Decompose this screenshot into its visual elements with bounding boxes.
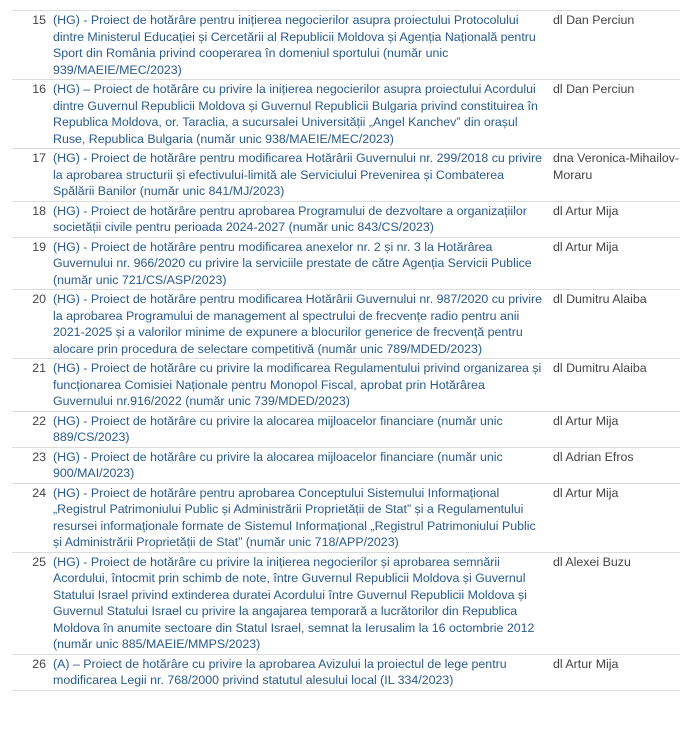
item-number: 22 xyxy=(12,411,48,447)
item-speaker: dl Dan Perciun xyxy=(547,11,680,80)
item-number: 25 xyxy=(12,552,48,654)
item-speaker: dl Artur Mija xyxy=(547,483,680,552)
item-description-cell xyxy=(48,290,547,359)
item-description-link[interactable]: (HG) - Proiect de hotărâre pentru aprobarea Programului de dezvoltare a organizațiilor societății civile pentru perioada 2024-2027 (număr unic 843/CS/2023) xyxy=(53,203,527,234)
item-number: 17 xyxy=(12,149,48,202)
item-description-cell xyxy=(48,237,547,290)
item-number: 23 xyxy=(12,447,48,483)
item-speaker: dl Artur Mija xyxy=(547,411,680,447)
item-description-cell xyxy=(48,483,547,552)
item-speaker: dl Artur Mija xyxy=(547,654,680,690)
item-number: 21 xyxy=(12,359,48,412)
item-description-link[interactable]: (HG) - Proiect de hotărâre pentru inițierea negocierilor asupra proiectului Protocolului dintre Ministerul Educației și Cercetării al Republicii Moldova și Agenția Națională pentru Sport din România privind cooperarea în domeniul sportului (număr unic 939/MAEIE/MEC/2023) xyxy=(53,13,536,77)
table-row xyxy=(12,290,680,359)
item-description-link[interactable]: (HG) – Proiect de hotărâre cu privire la inițierea negocierilor asupra proiectului Acordului dintre Guvernul Republicii Moldova și Guvernul Republicii Bulgaria privind constituirea în Republica Moldova, or. Taraclia, a sucursalei Universității „Angel Kanchev” din orașul Ruse, Republica Bulgaria (număr unic 938/MAEIE/MEC/2023) xyxy=(53,82,538,146)
table-row xyxy=(12,411,680,447)
table-row xyxy=(12,11,680,80)
item-description-cell xyxy=(48,359,547,412)
item-speaker: dl Alexei Buzu xyxy=(547,552,680,654)
item-speaker: dl Dumitru Alaiba xyxy=(547,359,680,412)
item-description-link[interactable]: (HG) - Proiect de hotărâre cu privire la inițierea negocierilor și aprobarea semnării Acordului, întocmit prin schimb de note, între Guvernul Republicii Moldova și Guvernul Statului Israel privind extinderea duratei Acordului între Guvernul Republicii Moldova și Guvernul Statului Israel cu privire la angajarea temporară a lucrătorilor din Republica Moldova în anumite sectoare din Statul Israel, semnat la Ierusalim la 16 octombrie 2012 (număr unic 885/MAEIE/MMPS/2023) xyxy=(53,554,535,651)
item-description-link[interactable]: (HG) - Proiect de hotărâre cu privire la modificarea Regulamentului privind organizarea și funcționarea Comisiei Naționale pentru Monopol Fiscal, aprobat prin Hotărârea Guvernului nr.916/2022 (număr unic 739/MDED/2023) xyxy=(53,361,542,408)
item-description-link[interactable]: (HG) - Proiect de hotărâre pentru modificarea Hotărârii Guvernului nr. 299/2018 cu privire la aprobarea structurii și efectivului-limită ale Serviciului Prevenirea și Combaterea Spălării Banilor (număr unic 841/MJ/2023) xyxy=(53,151,542,198)
item-description-cell xyxy=(48,411,547,447)
item-number: 20 xyxy=(12,290,48,359)
item-description-link[interactable]: (HG) - Proiect de hotărâre pentru aprobarea Conceptului Sistemului Informațional „Registrul Patrimoniului Public și Administrării Proprietății de Stat” și a Regulamentului resursei informaționale formate de Sistemul Informațional „Registrul Patrimoniului Public și Administrării Proprietății de Stat” (număr unic 718/APP/2023) xyxy=(53,485,536,549)
item-number: 18 xyxy=(12,201,48,237)
item-description-cell xyxy=(48,149,547,202)
table-row xyxy=(12,654,680,690)
table-row xyxy=(12,447,680,483)
item-number: 19 xyxy=(12,237,48,290)
agenda-table-container xyxy=(12,10,680,691)
item-speaker: dl Adrian Efros xyxy=(547,447,680,483)
item-speaker: dl Artur Mija xyxy=(547,237,680,290)
item-number: 26 xyxy=(12,654,48,690)
item-speaker: dl Artur Mija xyxy=(547,201,680,237)
item-description-link[interactable]: (HG) - Proiect de hotărâre cu privire la alocarea mijloacelor financiare (număr unic 889/CS/2023) xyxy=(53,413,503,444)
table-row xyxy=(12,359,680,412)
item-number: 15 xyxy=(12,11,48,80)
item-number: 24 xyxy=(12,483,48,552)
item-description-link[interactable]: (HG) - Proiect de hotărâre pentru modificarea anexelor nr. 2 și nr. 3 la Hotărârea Guvernului nr. 966/2020 cu privire la serviciile prestate de către Agenția Servicii Publice (număr unic 721/CS/ASP/2023) xyxy=(53,239,532,287)
item-description-cell xyxy=(48,11,547,80)
item-description-link[interactable]: (HG) - Proiect de hotărâre cu privire la alocarea mijloacelor financiare (număr unic 900/MAI/2023) xyxy=(53,449,503,480)
item-speaker: dna Veronica-Mihailov-Moraru xyxy=(547,149,680,202)
item-description-cell xyxy=(48,201,547,237)
item-description-link[interactable]: (HG) - Proiect de hotărâre pentru modificarea Hotărârii Guvernului nr. 987/2020 cu privire la aprobarea Programului de management al spectrului de frecvențe radio pentru anii 2021-2025 și a valorilor minime de expunere a blocurilor generice de frecvență pentru alocare prin procedura de selectare competitivă (număr unic 789/MDED/2023) xyxy=(53,292,542,356)
item-description-cell xyxy=(48,654,547,690)
item-speaker: dl Dan Perciun xyxy=(547,80,680,149)
item-speaker: dl Dumitru Alaiba xyxy=(547,290,680,359)
item-description-link[interactable]: (A) – Proiect de hotărâre cu privire la aprobarea Avizului la proiectul de lege pentru modificarea Legii nr. 768/2000 privind statutul alesului local (IL 334/2023) xyxy=(53,656,507,687)
table-row xyxy=(12,201,680,237)
item-description-cell xyxy=(48,447,547,483)
item-number: 16 xyxy=(12,80,48,149)
table-row xyxy=(12,552,680,654)
table-row xyxy=(12,149,680,202)
table-row xyxy=(12,483,680,552)
item-description-cell xyxy=(48,552,547,654)
table-row xyxy=(12,80,680,149)
table-row xyxy=(12,237,680,290)
item-description-cell xyxy=(48,80,547,149)
agenda-table xyxy=(12,10,680,691)
